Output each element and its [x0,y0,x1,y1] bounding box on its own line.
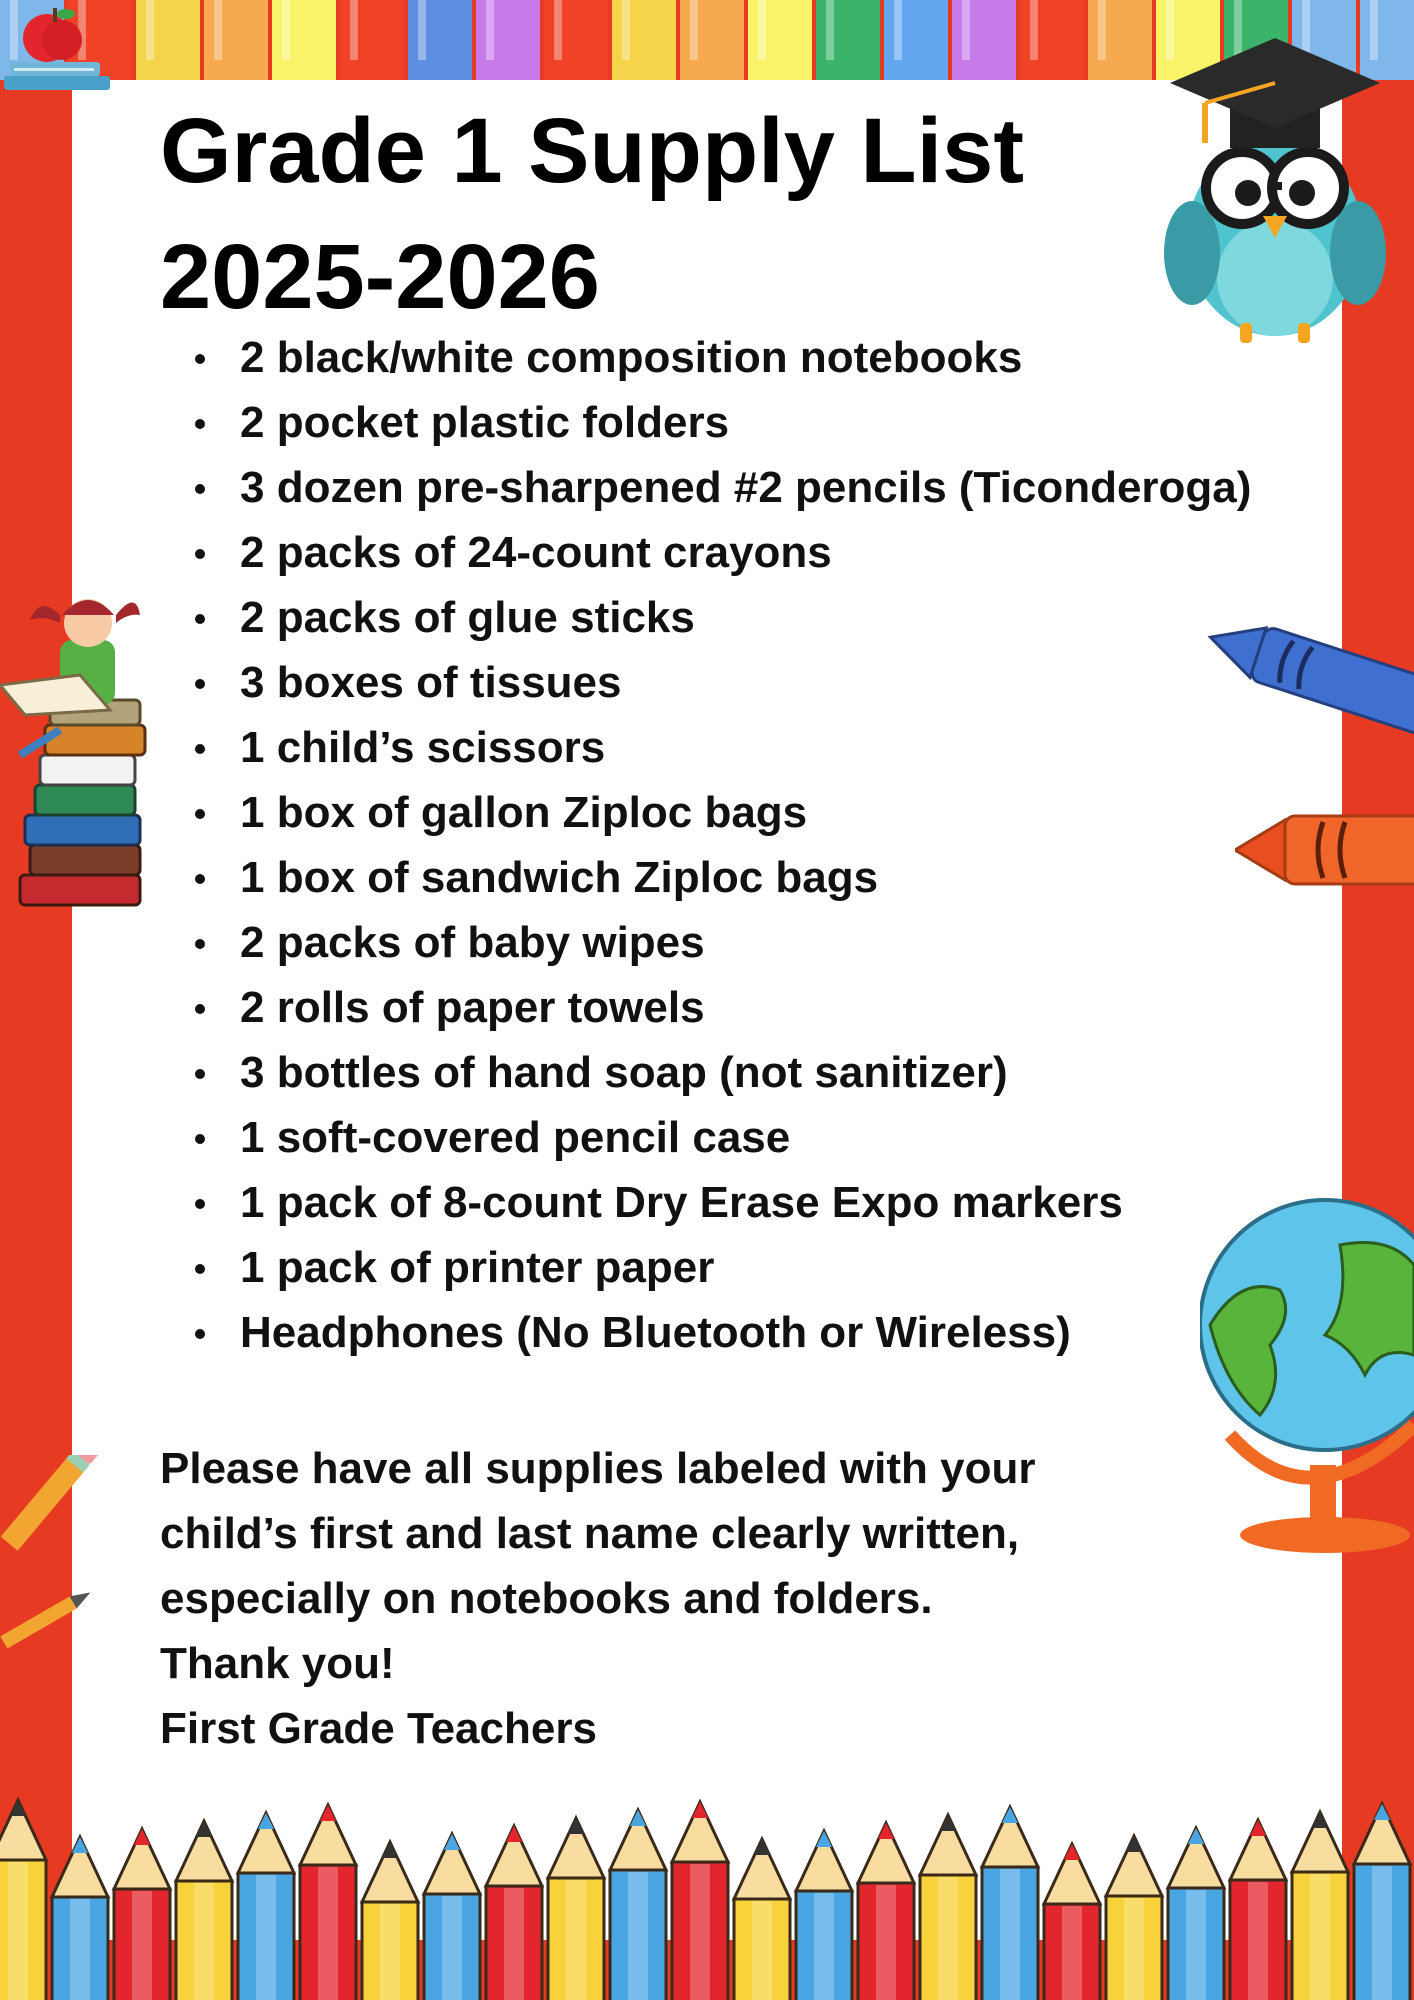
thank-you-text: Thank you! [160,1639,395,1688]
pencil-stripe [256,1875,276,2000]
crayon-stripe [612,0,676,80]
list-item: Headphones (No Bluetooth or Wireless) [240,1300,1300,1365]
crayon-stripe [136,0,200,80]
list-item: 1 child’s scissors [240,715,1300,780]
pencil-lead [1374,1804,1390,1820]
crayon-stripe-highlight [486,0,494,60]
pencil-stripe [566,1880,586,2000]
crayon-stripe-highlight [826,0,834,60]
crayon-stripe-highlight [554,0,562,60]
list-item: 1 pack of 8-count Dry Erase Expo markers [240,1170,1300,1235]
pencil-lead [1064,1844,1080,1860]
crayon-stripe [1020,0,1084,80]
pencil-stripe [690,1864,710,2000]
list-item: 2 black/white composition notebooks [240,325,1300,390]
crayon-stripe-highlight [690,0,698,60]
list-item: 1 box of gallon Ziploc bags [240,780,1300,845]
pencil-lead [1250,1820,1266,1836]
pencil-stripe [8,1862,28,2000]
crayon-stripe [952,0,1016,80]
pencil-lead [506,1826,522,1842]
pencil-stripe [132,1891,152,2000]
crayon-stripe-highlight [282,0,290,60]
list-item: 2 pocket plastic folders [240,390,1300,455]
pencil-lead [382,1842,398,1858]
pencil-lead [258,1813,274,1829]
crayon-stripe-highlight [146,0,154,60]
pencil-lead [10,1800,26,1816]
page-title [160,88,1024,340]
pencil-lead [630,1810,646,1826]
pencil-lead [754,1839,770,1855]
list-item: 1 soft-covered pencil case [240,1105,1300,1170]
list-item: 1 box of sandwich Ziploc bags [240,845,1300,910]
signature: First Grade Teachers [160,1704,597,1753]
labeling-note: Please have all supplies labeled with your child’s first and last name clearly written, especially on notebooks and folders. [160,1444,1036,1623]
pencil-stripe [876,1885,896,2000]
crayon-stripe-highlight [418,0,426,60]
pencil-stripe [1248,1882,1268,2000]
pencil-lead [878,1823,894,1839]
pencil-lead [816,1831,832,1847]
pencil-stripe [814,1893,834,2000]
pencil-stripe [938,1877,958,2000]
crayon-stripe [476,0,540,80]
pencil-stripe [70,1899,90,2000]
crayon-stripe-highlight [962,0,970,60]
pencil-lead [72,1837,88,1853]
pencil-lead [320,1805,336,1821]
crayon-stripe-highlight [1098,0,1106,60]
list-item: 2 rolls of paper towels [240,975,1300,1040]
list-item: 1 pack of printer paper [240,1235,1300,1300]
pencil-tip [0,1800,46,1860]
crayon-stripe-highlight [1030,0,1038,60]
list-item: 2 packs of 24-count crayons [240,520,1300,585]
crayon-stripe-highlight [214,0,222,60]
apple-books-icon [0,0,115,120]
crayon-stripe-highlight [350,0,358,60]
crayon-stripe-highlight [894,0,902,60]
pencil-lead [940,1815,956,1831]
pencil-lead [196,1821,212,1837]
crayon-stripe [816,0,880,80]
pencil-stripe [752,1901,772,2000]
colored-pencils-border [0,1770,1414,2000]
pencil-stripe [1186,1890,1206,2000]
list-item: 3 boxes of tissues [240,650,1300,715]
pencil-stripe [1000,1869,1020,2000]
supply-list [160,325,1300,1365]
pencil-stripe [1062,1906,1082,2000]
pencil-stripe [442,1896,462,2000]
crayon-stripe [204,0,268,80]
pencil-stripe [1310,1874,1330,2000]
pencil-stripe [194,1883,214,2000]
pencil-stripe [504,1888,524,2000]
crayon-stripe [544,0,608,80]
crayon-stripe [272,0,336,80]
closing-section [160,1436,1160,1761]
pencil-stripe [1372,1866,1392,2000]
crayon-stripe [884,0,948,80]
list-item: 3 dozen pre-sharpened #2 pencils (Ticonderoga) [240,455,1300,520]
crayon-stripe-highlight [622,0,630,60]
pencil-stripe [380,1904,400,2000]
title-line-2: 2025-2026 [160,226,600,328]
pencil-lead [692,1802,708,1818]
graduation-owl-icon [1160,28,1390,348]
crayon-stripe [680,0,744,80]
crayon-stripe [408,0,472,80]
girl-reading-books-icon [0,585,160,920]
crayon-stripe [748,0,812,80]
list-item: 2 packs of baby wipes [240,910,1300,975]
pencil-lead [1312,1812,1328,1828]
list-item: 2 packs of glue sticks [240,585,1300,650]
pencil-stripe [1124,1898,1144,2000]
pencil-lead [444,1834,460,1850]
pencil-lead [134,1829,150,1845]
pencil-stripe [628,1872,648,2000]
crayon-stripe-highlight [758,0,766,60]
pencil-lead [568,1818,584,1834]
pencil-lead [1002,1807,1018,1823]
pencil-lead [1188,1828,1204,1844]
pencil-stripe [318,1867,338,2000]
pencil-lead [1126,1836,1142,1852]
crayon-stripe [340,0,404,80]
crayon-stripe [1088,0,1152,80]
title-line-1: Grade 1 Supply List [160,100,1024,202]
list-item: 3 bottles of hand soap (not sanitizer) [240,1040,1300,1105]
pencil-icon [0,1455,100,1665]
